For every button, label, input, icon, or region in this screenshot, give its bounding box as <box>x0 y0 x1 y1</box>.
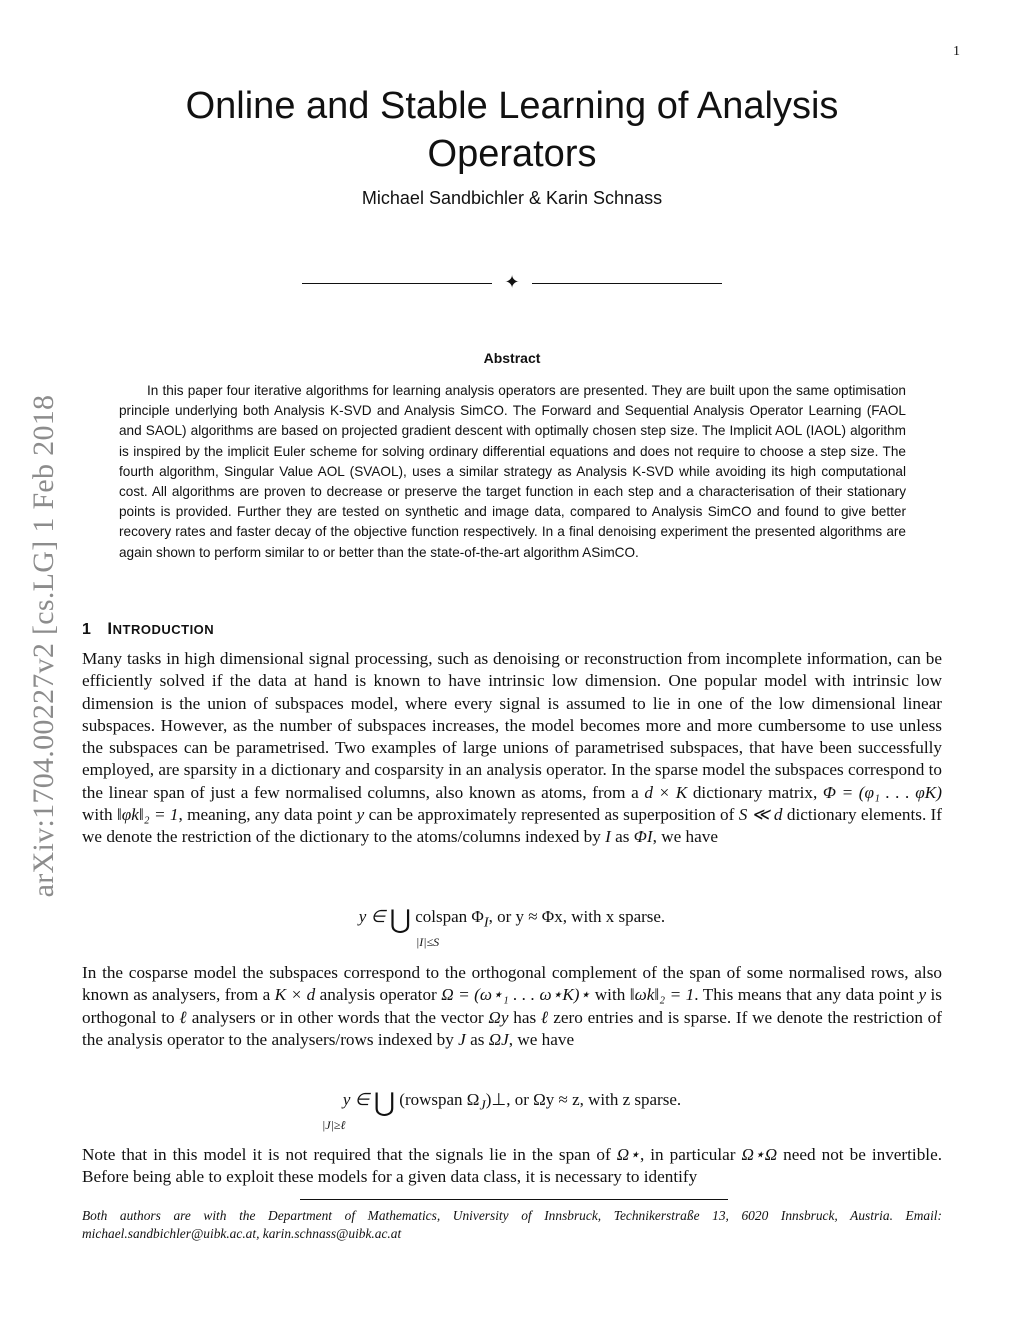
intro-paragraph-2 <box>82 962 942 1051</box>
math-inline: Φ = (φ₁ . . . φK) <box>822 782 942 802</box>
text-run: dictionary elements. If we denote the restriction of the dictionary to the atoms/columns indexed by <box>82 805 943 847</box>
equation-cosparse-model <box>82 1088 942 1136</box>
page-number: 1 <box>953 44 960 59</box>
section-title-rest: NTRODUCTION <box>112 622 215 637</box>
math-inline: d × K <box>644 782 688 802</box>
paper-authors: Michael Sandbichler & Karin Schnass <box>361 188 663 208</box>
divider-line-right <box>532 283 722 284</box>
math-inline: Ω⋆Ω <box>741 1145 778 1164</box>
divider-star-icon: ✦ <box>504 272 520 293</box>
equation-sparse-model <box>82 905 942 953</box>
union-subscript: |J|≥ℓ <box>322 1118 346 1132</box>
math-inline: ‖ωk‖₂ = 1 <box>629 985 695 1005</box>
math-inline: y <box>356 805 365 825</box>
abstract-heading: Abstract <box>483 350 541 366</box>
text-run: Many tasks in high dimensional signal processing, such as denoising or reconstruction from incomplete information, can be efficiently solved if the data at hand is known to have intrinsic low dimension. One popular model with intrinsic low dimension is the union of subspaces model, where every signal is assumed to lie in one of the low dimensional linear subspaces. However, as the number of subspaces increases, the model becomes more and more cumbersome to use unless the subspaces can be parametrised. Two examples of large unions of parametrised subspaces, that have been successfully employed, are sparsity in a dictionary and cosparsity in an analysis operator. In the sparse model the subspaces correspond to the linear span of just a few normalised columns, also known as atoms, from a <box>82 649 942 802</box>
eq-mid: colspan Φ <box>410 907 484 926</box>
math-inline: ‖φk‖₂ = 1 <box>116 805 179 825</box>
footnote-rule <box>300 1199 728 1200</box>
math-inline: ΦI <box>633 827 653 847</box>
text-run: , we have <box>508 1029 575 1049</box>
text-run: is orthogonal to <box>82 985 942 1027</box>
eq-lhs: y ∈ <box>342 1090 374 1109</box>
text-run: dictionary matrix, <box>687 782 823 802</box>
text-run: . This means that any data point <box>694 985 919 1005</box>
section-heading-introduction <box>82 619 214 639</box>
text-run: as <box>610 827 634 847</box>
union-subscript: |I|≤S <box>416 935 440 949</box>
eq-rest: , or y ≈ Φx, with x sparse. <box>488 907 666 926</box>
math-inline: Ω = (ω⋆₁ . . . ω⋆K)⋆ <box>441 985 591 1005</box>
text-run: , in particular <box>639 1145 742 1164</box>
eq-rest: )⊥, or Ωy ≈ z, with z sparse. <box>485 1090 682 1109</box>
math-inline: I <box>605 827 611 847</box>
title-divider <box>302 270 722 296</box>
paper-title: Online and Stable Learning of Analysis Operators <box>185 85 839 175</box>
math-inline: J <box>458 1029 466 1049</box>
text-run: can be approximately represented as superposition of <box>364 805 739 825</box>
author-footnote: Both authors are with the Department of Mathematics, University of Innsbruck, Technikerstraße 13, 6020 Innsbruck, Austria. Email: michael.sandbichler@uibk.ac.at, karin.schnass@uibk.ac.at <box>82 1208 942 1241</box>
text-run: with <box>82 805 117 825</box>
text-run: as <box>465 1029 489 1049</box>
intro-paragraph-1 <box>82 648 942 849</box>
text-run: with <box>590 985 630 1005</box>
text-run: analysis operator <box>315 985 442 1005</box>
text-run: , we have <box>652 827 718 847</box>
text-run: has <box>508 1007 541 1027</box>
math-inline: S ≪ d <box>738 805 783 825</box>
eq-mid: (rowspan Ω <box>395 1090 480 1109</box>
math-inline: Ω⋆ <box>616 1145 640 1164</box>
union-symbol: ⋃ <box>389 905 411 935</box>
math-inline: ΩJ <box>488 1029 509 1049</box>
text-run: zero entries and is sparse. If we denote the restriction of the analysis operator to the analysers/rows indexed by <box>82 1007 942 1049</box>
section-title-initial: I <box>107 619 113 638</box>
section-number: 1 <box>82 621 92 638</box>
eq-lhs: y ∈ <box>358 907 390 926</box>
math-inline: ℓ <box>540 1007 549 1027</box>
text-run: , meaning, any data point <box>178 805 357 825</box>
divider-line-left <box>302 283 492 284</box>
text-run: Note that in this model it is not required that the signals lie in the span of <box>82 1145 617 1164</box>
text-run: analysers or in other words that the vector <box>186 1007 489 1027</box>
eq-mid-subscript: I <box>483 914 489 931</box>
math-inline: ℓ <box>179 1007 187 1027</box>
math-inline: K × d <box>274 985 316 1005</box>
math-inline: y <box>918 985 927 1005</box>
intro-paragraph-3 <box>82 1144 942 1189</box>
math-inline: Ωy <box>488 1007 509 1027</box>
abstract-body: In this paper four iterative algorithms for learning analysis operators are presented. They are built upon the same optimisation principle underlying both Analysis K-SVD and Analysis SimCO. The Forward and Sequential Analysis Operator Learning (FAOL and SAOL) algorithms are based on projected gradient descent with optimally chosen step size. The Implicit AOL (IAOL) algorithm is inspired by the implicit Euler scheme for solving ordinary differential equations and does not require to choose a step size. The fourth algorithm, Singular Value AOL (SVAOL), uses a similar strategy as Analysis K-SVD while avoiding its high computational cost. All algorithms are proven to decrease or preserve the target function in each step and a characterisation of their stationary points is provided. Further they are tested on synthetic and image data, compared to Analysis SimCO and found to give better recovery rates and faster decay of the objective function respectively. In a final denoising experiment the presented algorithms are again shown to perform similar to or better than the state-of-the-art algorithm ASimCO. <box>119 383 906 560</box>
text-run: In the cosparse model the subspaces correspond to the orthogonal complement of the span of some normalised rows, also known as analysers, from a <box>82 963 942 1005</box>
arxiv-stamp-text: arXiv:1704.00227v2 [cs.LG] 1 Feb 2018 <box>27 394 60 898</box>
text-run: need not be invertible. Before being able to exploit these models for a given data class, it is necessary to identify <box>82 1145 942 1187</box>
union-symbol: ⋃ <box>373 1088 396 1118</box>
eq-mid-subscript: J <box>479 1097 486 1114</box>
